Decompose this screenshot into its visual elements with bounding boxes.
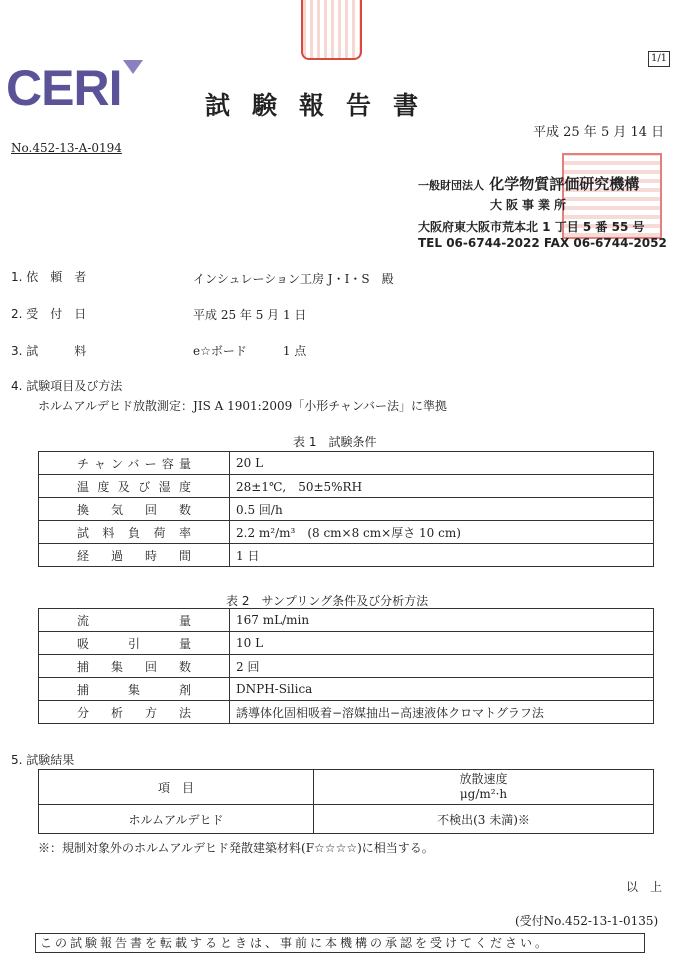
reprint-notice: この試験報告書を転載するときは、事前に本機構の承認を受けてください。 [35,933,645,953]
receipt-number: (受付No.452-13-1-0135) [515,914,659,928]
report-title: 試験報告書 [205,91,441,120]
table-row: チャンバー容量 20 L [39,452,654,475]
seal-stamp-top [301,0,362,60]
sampling-table [38,608,654,724]
item-label-received: 2. 受 付 日 [11,307,87,321]
table-row: 換気回数 0.5 回/h [39,498,654,521]
report-number: No.452-13-A-0194 [11,141,122,155]
table-row: 経過時間 1 日 [39,544,654,567]
item-label-client: 1. 依 頼 者 [11,270,87,284]
issuer-office: 大阪事業所 [490,198,571,212]
logo-accent-icon [123,60,143,74]
issuer-contact: TEL 06-6744-2022 FAX 06-6744-2052 [418,236,667,250]
section4-heading: 4. 試験項目及び方法 [11,379,123,393]
table-row: 流量 167 mL/min [39,609,654,632]
item-value-received: 平成 25 年 5 月 1 日 [193,308,307,322]
table-row: 項 目 放散速度 μg/m²·h [39,770,654,805]
issue-date: 平成 25 年 5 月 14 日 [533,125,665,140]
test-conditions-table [38,451,654,567]
table-row: 試料負荷率 2.2 m²/m³ (8 cm×8 cm×厚さ 10 cm) [39,521,654,544]
page-number: 1/1 [648,51,670,67]
closing-mark: 以 上 [626,880,663,894]
issuer-address: 大阪府東大阪市荒本北 1 丁目 5 番 55 号 [418,220,645,234]
table-row: ホルムアルデヒド 不検出(3 未満)※ [39,805,654,834]
results-table [38,769,654,834]
table-row: 捕集回数 2 回 [39,655,654,678]
table-row: 捕集剤 DNPH-Silica [39,678,654,701]
result-footnote: ※：規制対象外のホルムアルデヒド発散建築材料(F☆☆☆☆)に相当する。 [38,841,434,855]
issuer-name: 一般財団法人 化学物質評価研究機構 [418,175,640,193]
section5-heading: 5. 試験結果 [11,753,75,767]
item-value-client: インシュレーション工房 J・I・S 殿 [193,272,394,286]
table-row: 吸引量 10 L [39,632,654,655]
item-value-sample: e☆ボード 1 点 [193,344,307,358]
test-method: ホルムアルデヒド放散測定：JIS A 1901:2009「小形チャンバー法」に準拠 [38,399,448,413]
table-row: 分析方法 誘導体化固相吸着−溶媒抽出−高速液体クロマトグラフ法 [39,701,654,724]
table2-caption: 表 2 サンプリング条件及び分析方法 [226,594,429,608]
ceri-logo: CERI [6,62,146,114]
table-row: 温度及び湿度 28±1℃, 50±5%RH [39,475,654,498]
table1-caption: 表 1 試験条件 [293,435,377,449]
item-label-sample: 3. 試 料 [11,344,87,358]
